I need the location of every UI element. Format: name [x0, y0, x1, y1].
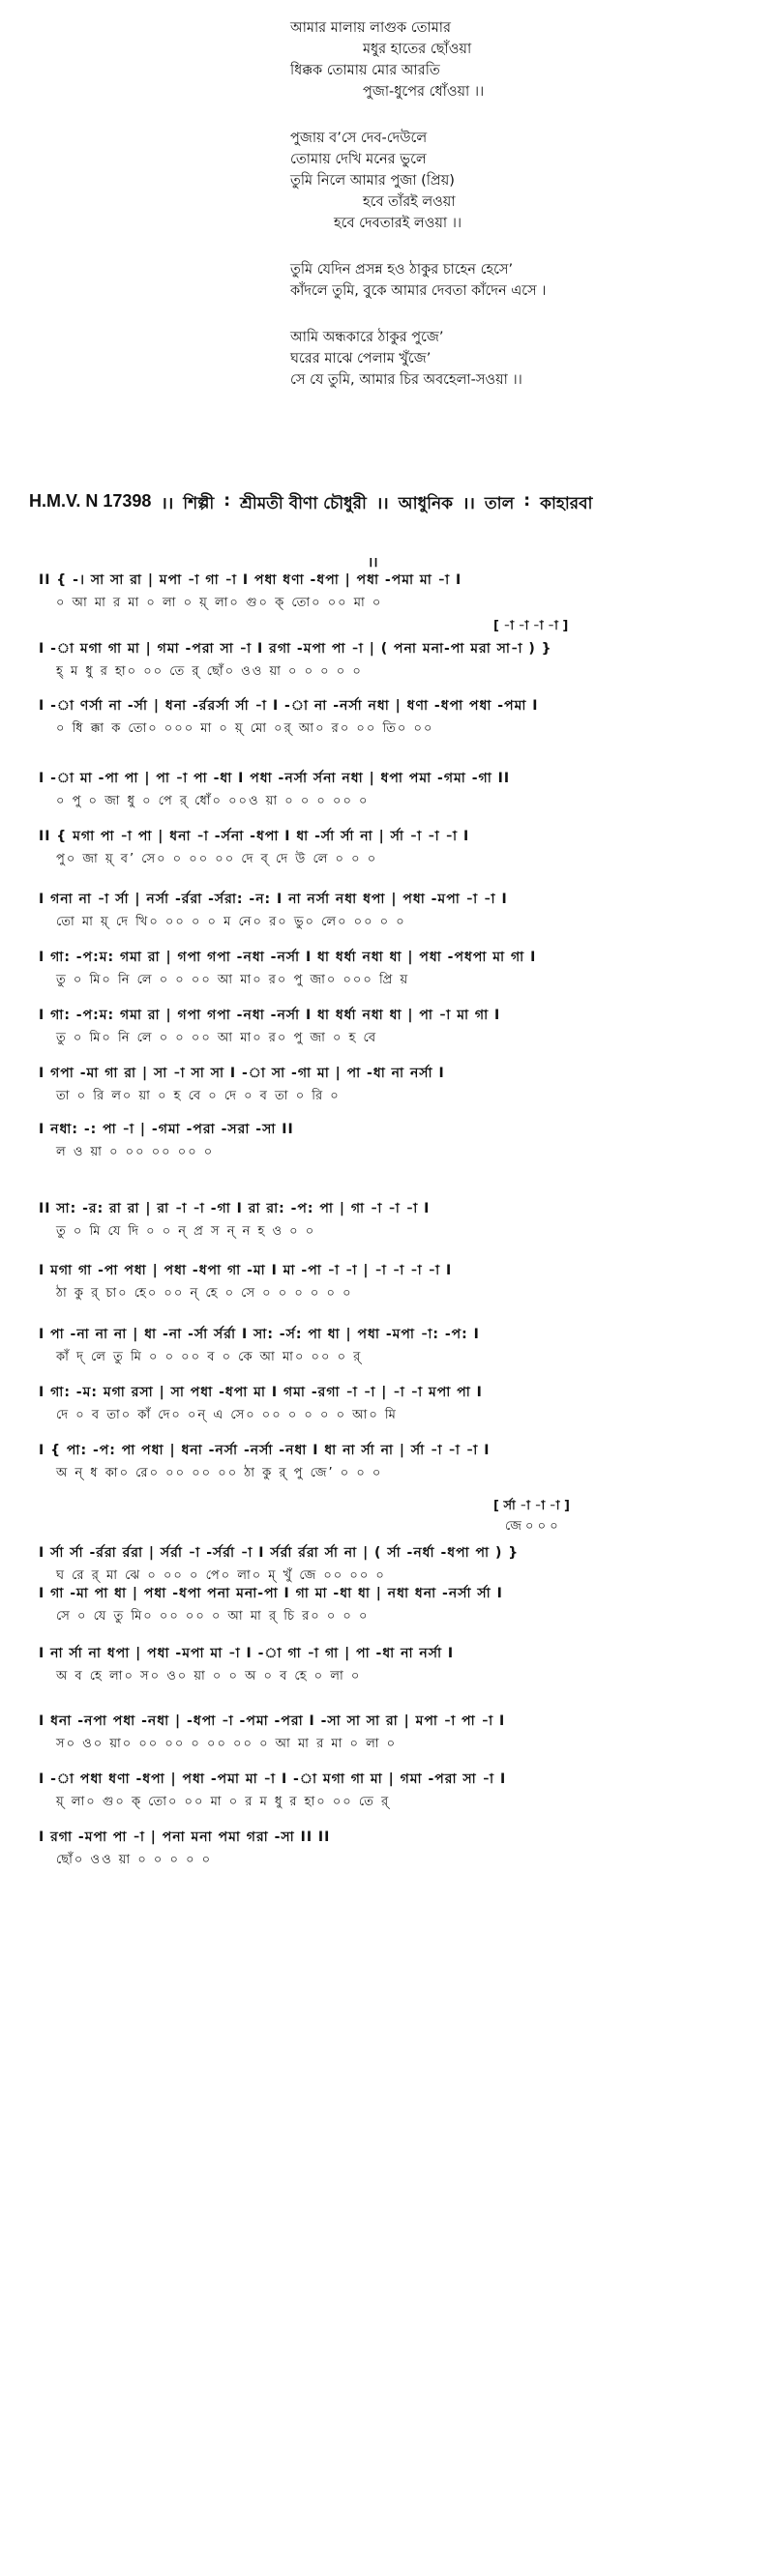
lyric-syllables: অ ব হে লা০ স০ ও০ য়া ০ ০ অ ০ ব হে ০ লা ০	[56, 1669, 362, 1683]
notation-row	[39, 1582, 755, 1627]
notation-row	[39, 617, 755, 683]
lyric-syllables: ০ আ মা র মা ০ লা ০ য়্ লা০ গু০ ক্ তো০ ০০ মা ০	[56, 596, 383, 610]
swara-line: I গপা -মা গা রা | সা -া সা সা I -া সা -গা মা | পা -ধা না নর্সা I	[39, 1066, 445, 1081]
notation-row	[39, 1642, 755, 1687]
swara-line: II { -। সা সা রা | মপা -া গা -া I পধা ধণা -ধপা | পধা -পমা মা -া I	[39, 572, 462, 588]
lyric-syllables: স০ ও০ য়া০ ০০ ০০ ০ ০০ ০০ ০ আ মা র মা ০ লা ০	[56, 1737, 398, 1751]
lyric-syllables: য়্ লা০ গু০ ক্ তো০ ০০ মা ০ র ম ধু র হা০ ০০ তে র্	[56, 1795, 391, 1809]
swara-line: I -া ণর্সা না -র্সা | ধনা -র্ররর্সা র্সা -া I -া না -নর্সা নধা | ধণা -ধপা পধা -পমা I	[39, 698, 539, 714]
lyric-syllables: ০ ধি ক্কা ক তো০ ০০০ মা ০ য়্ মো ০র্ আ০ র০ ০০ তি০ ০০	[56, 721, 434, 736]
lyrics-block	[290, 17, 745, 416]
swara-line: I পা -না না না | ধা -না -র্সা র্সর্রা I সা: -র্স: পা ধা | পধা -মপা -া: -প: I	[39, 1327, 480, 1342]
swara-line: I গা -মা পা ধা | পধা -ধপা পনা মনা-পা I গা মা -ধা ধা | নধা ধনা -নর্সা র্সা I	[39, 1586, 503, 1601]
lyric-stanza	[290, 327, 745, 391]
lyric-stanza	[290, 128, 745, 234]
lyric-line: পুজায় ব’সে দেব-দেউলে	[290, 131, 428, 146]
notation-row	[39, 1710, 755, 1755]
record-number: H.M.V. N 17398	[29, 491, 152, 511]
notation-row	[39, 1323, 755, 1368]
lyric-line: কাঁদলে তুমি, বুকে আমার দেবতা কাঁদেন এসে ।	[290, 283, 547, 299]
notation-row	[39, 888, 755, 933]
separator: ।।	[375, 494, 389, 513]
lyric-line: ঘরের মাঝে পেলাম খুঁজে’	[290, 351, 432, 366]
lyric-syllables: ল ও য়া ০ ০০ ০০ ০০ ০	[56, 1145, 215, 1159]
colon: :	[223, 491, 231, 511]
swara-line: II { মগা পা -া পা | ধনা -া -র্সনা -ধপা I ধা -র্সা র্সা না | র্সা -া -া -া I	[39, 829, 470, 844]
colon: :	[523, 491, 531, 511]
singer-name: শ্রীমতী বীণা চৌধুরী	[240, 494, 367, 513]
notation-row	[39, 569, 755, 614]
lyric-syllables: ছোঁ০ ওও য়া ০ ০ ০ ০ ০	[56, 1853, 213, 1867]
lyric-line: তুমি যেদিন প্রসন্ন হও ঠাকুর চাহেন হেসে’	[290, 262, 514, 278]
swara-line: I নধা: -: পা -া | -গমা -পরা -সরা -সা II	[39, 1122, 294, 1137]
swara-line: I র্সা র্সা -র্ররা র্ররা | র্সর্রা -া -র্সর্রা -া I র্সর্রা র্ররা র্সা না | ( র্সা -নর্ধা -ধপা পা ) }	[39, 1545, 520, 1561]
lyric-syllables: তু ০ মি যে দি ০ ০ ন্ প্র স ন্ ন হ ও ০ ০	[56, 1224, 316, 1239]
swara-line: I না র্সা না ধপা | পধা -মপা মা -া I -া গা -া গা | পা -ধা না নর্সা I	[39, 1646, 455, 1661]
lyric-line: ধিক্কক তোমায় মোর আরতি	[290, 63, 440, 78]
notation-row	[39, 1062, 755, 1107]
alternate-ending: [ র্সা -া -া -া ]	[493, 1499, 570, 1513]
lyric-syllables: পু০ জা য়্ ব’ সে০ ০ ০০ ০০ দে ব্ দে উ লে ০ ০ ০	[56, 852, 378, 866]
swara-line: II সা: -র: রা রা | রা -া -া -গা I রা রা: -প: পা | গা -া -া -া I	[39, 1201, 431, 1216]
lyric-syllables: ০ পু ০ জা ধু ০ পে র্ ধোঁ০ ০০ও য়া ০ ০ ০ ০০ ০	[56, 794, 370, 808]
notation-row	[39, 1497, 755, 1587]
lyric-syllables: সে ০ যে তু মি০ ০০ ০০ ০ আ মা র্ চি র০ ০ ০ ০	[56, 1609, 370, 1624]
separator: ।।	[161, 494, 174, 513]
notation-row	[39, 1768, 755, 1813]
separator: ।।	[462, 494, 475, 513]
swara-line: I মগা গা -পা পধা | পধা -ধপা গা -মা I মা -পা -া -া | -া -া -া -া I	[39, 1263, 453, 1278]
lyric-syllables: ঠা কু র্ চা০ হে০ ০০ ন্ হে ০ সে ০ ০ ০ ০ ০ ০	[56, 1286, 353, 1301]
swara-line: I -া মা -পা পা | পা -া পা -ধা I পধা -নর্সা র্সনা নধা | ধপা পমা -গমা -গা II	[39, 771, 511, 786]
swara-line: I গা: -ম: মগা রসা | সা পধা -ধপা মা I গমা -রগা -া -া | -া -া মপা পা I	[39, 1385, 483, 1400]
lyric-syllables: ঘ রে র্ মা ঝে ০ ০০ ০ পে০ লা০ ম্ খুঁ জে ০০ ০০ ০	[56, 1568, 386, 1583]
notation-row	[39, 694, 755, 740]
notation-row	[39, 1259, 755, 1304]
swara-line: I -া পধা ধণা -ধপা | পধা -পমা মা -া I -া মগা গা মা | গমা -পরা সা -া I	[39, 1771, 507, 1787]
lyric-syllables: তা ০ রি ল০ য়া ০ হ বে ০ দে ০ ব তা ০ রি ০	[56, 1089, 341, 1103]
lyric-line: তোমায় দেখি মনের ভুলে	[290, 152, 427, 167]
start-mark: ।।	[368, 555, 378, 571]
notation-row	[39, 767, 755, 812]
lyric-syllables: দে ০ ব তা০ কাঁ দে০ ০ন্ এ সে০ ০০ ০ ০ ০ ০ আ০ মি	[56, 1408, 398, 1422]
notation-row	[39, 1439, 755, 1484]
notation-row	[39, 1004, 755, 1049]
lyric-syllables: হ্ ম ধু র হা০ ০০ তে র্ ছোঁ০ ওও য়া ০ ০ ০ ০ ০	[56, 664, 363, 679]
taal-name: কাহারবা	[540, 494, 593, 513]
lyric-line: আমি অন্ধকারে ঠাকুর পুজে’	[290, 330, 444, 345]
genre: আধুনিক	[398, 494, 453, 513]
swara-line: I রগা -মপা পা -া | পনা মনা পমা গরা -সা II II	[39, 1830, 331, 1845]
lyric-syllables: কাঁ দ্ লে তু মি ০ ০ ০০ ব ০ কে আ মা০ ০০ ০ র্	[56, 1350, 363, 1364]
lyric-syllables: অ ন্ ধ কা০ রে০ ০০ ০০ ০০ ঠা কু র্ পু জে’ ০ ০ ০	[56, 1466, 383, 1480]
notation-row	[39, 1118, 755, 1163]
record-header	[29, 491, 755, 518]
swara-line: I { পা: -প: পা পধা | ধনা -নর্সা -নর্সা -নধা I ধা না র্সা না | র্সা -া -া -া I	[39, 1443, 491, 1458]
notation-row	[39, 946, 755, 991]
notation-row	[39, 1197, 755, 1243]
swara-line: I গা: -প:ম: গমা রা | গপা গপা -নধা -নর্সা I ধা ধর্ধা নধা ধা | পধা -পধপা মা গা I	[39, 950, 537, 965]
notation-row	[39, 825, 755, 870]
lyric-line: পুজা-ধুপের ধোঁওয়া ।।	[363, 84, 485, 100]
lyric-syllables: তু ০ মি০ নি লে ০ ০ ০০ আ মা০ র০ পু জা ০ হ বে	[56, 1031, 378, 1045]
swara-line: I ধনা -নপা পধা -নধা | -ধপা -া -পমা -পরা I -সা সা সা রা | মপা -া পা -া I	[39, 1713, 506, 1729]
lyric-syllables: তু ০ মি০ নি লে ০ ০ ০০ আ মা০ র০ পু জা০ ০০০ প্রি য়	[56, 973, 410, 987]
lyric-line: হবে দেবতারই লওয়া ।।	[334, 216, 462, 231]
singer-label: শিল্পী	[183, 494, 215, 513]
swara-line: I গনা না -া র্সা | নর্সা -র্ররা -র্সরা: -ন: I না নর্সা নধা ধপা | পধা -মপা -া -া I	[39, 892, 508, 907]
lyric-syllables: তো মা য়্ দে খি০ ০০ ০ ০ ম নে০ র০ ভু০ লে০ ০০ ০ ০	[56, 915, 406, 929]
notation-row	[39, 1826, 755, 1871]
alternate-ending-lyric: জে ০ ০ ০	[505, 1519, 558, 1534]
lyric-stanza	[290, 17, 745, 102]
lyric-stanza	[290, 259, 745, 302]
swara-line: I -া মগা গা মা | গমা -পরা সা -া I রগা -মপা পা -া | ( পনা মনা-পা মরা সা-া ) }	[39, 641, 552, 657]
lyric-line: মধুর হাতের ছোঁওয়া	[363, 42, 472, 57]
taal-label: তাল	[484, 494, 515, 513]
swara-line: I গা: -প:ম: গমা রা | গপা গপা -নধা -নর্সা I ধা ধর্ধা নধা ধা | পা -া মা গা I	[39, 1008, 501, 1023]
lyric-line: আমার মালায় লাগুক তোমার	[290, 20, 451, 36]
notation-row	[39, 1381, 755, 1426]
alternate-ending: [ -া -া -া -া ]	[493, 619, 569, 633]
lyric-line: তুমি নিলে আমার পুজা (প্রিয়)	[290, 173, 455, 189]
lyric-line: হবে তাঁরই লওয়া	[363, 194, 456, 210]
lyric-line: সে যে তুমি, আমার চির অবহেলা-সওয়া ।।	[290, 372, 522, 388]
